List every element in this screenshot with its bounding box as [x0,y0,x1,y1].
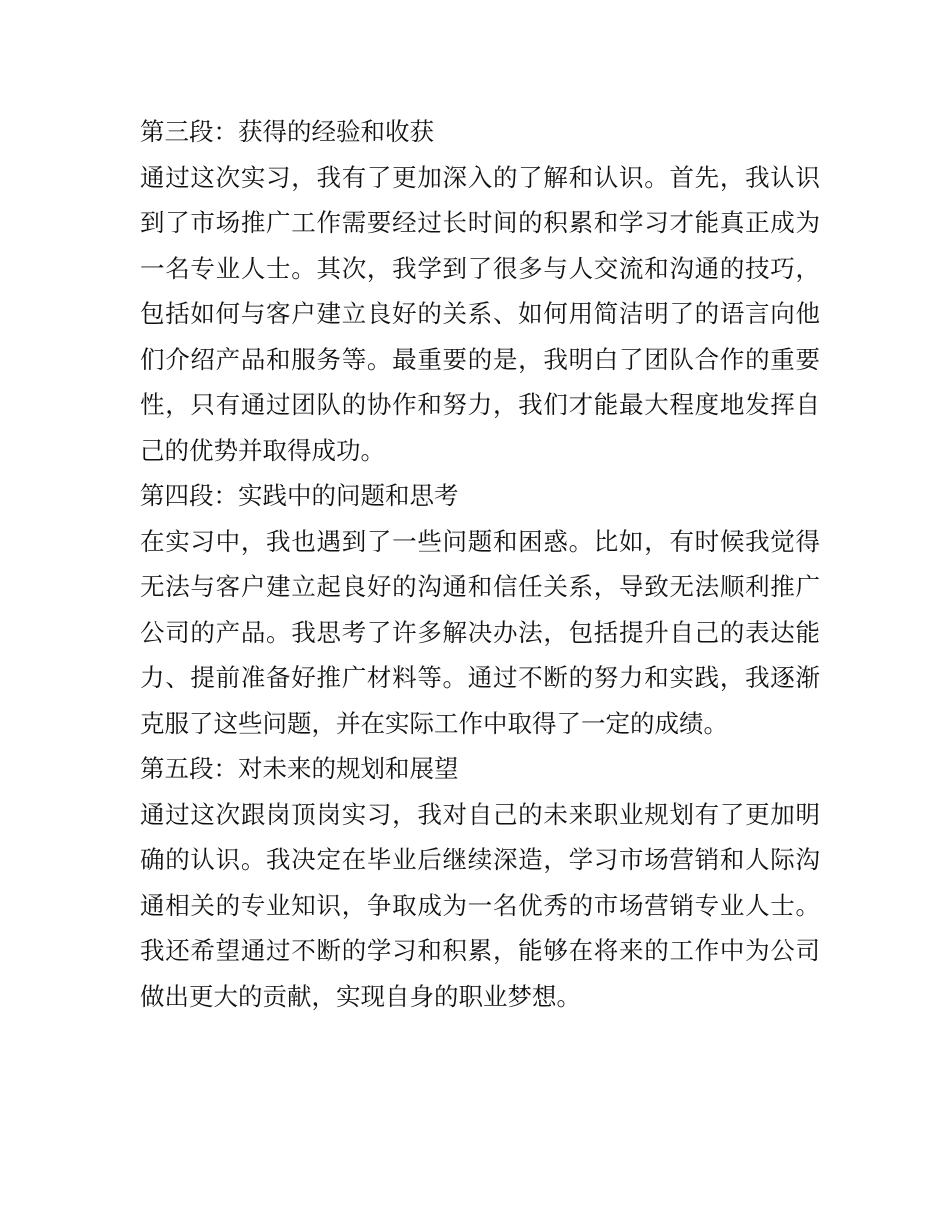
section-heading: 第三段：获得的经验和收获 [140,117,434,146]
section-heading: 第五段：对未来的规划和展望 [140,754,459,783]
section-paragraph: 通过这次跟岗顶岗实习，我对自己的未来职业规划有了更加明确的认识。我决定在毕业后继续深造，学习市场营销和人际沟通相关的专业知识，争取成为一名优秀的市场营销专业人士。我还希望通过不断的学习和积累，能够在将来的工作中为公司做出更大的贡献，实现自身的职业梦想。 [140,799,820,1011]
section-paragraph: 通过这次实习，我有了更加深入的了解和认识。首先，我认识到了市场推广工作需要经过长时间的积累和学习才能真正成为一名专业人士。其次，我学到了很多与人交流和沟通的技巧，包括如何与客户建立良好的关系、如何用简洁明了的语言向他们介绍产品和服务等。最重要的是，我明白了团队合作的重要性，只有通过团队的协作和努力，我们才能最大程度地发挥自己的优势并取得成功。 [140,162,820,465]
section-paragraph: 在实习中，我也遇到了一些问题和困惑。比如，有时候我觉得无法与客户建立起良好的沟通和信任关系，导致无法顺利推广公司的产品。我思考了许多解决办法，包括提升自己的表达能力、提前准备好推广材料等。通过不断的努力和实践，我逐渐克服了这些问题，并在实际工作中取得了一定的成绩。 [140,526,820,738]
section-heading: 第四段：实践中的问题和思考 [140,481,459,510]
document-body [140,109,820,1019]
